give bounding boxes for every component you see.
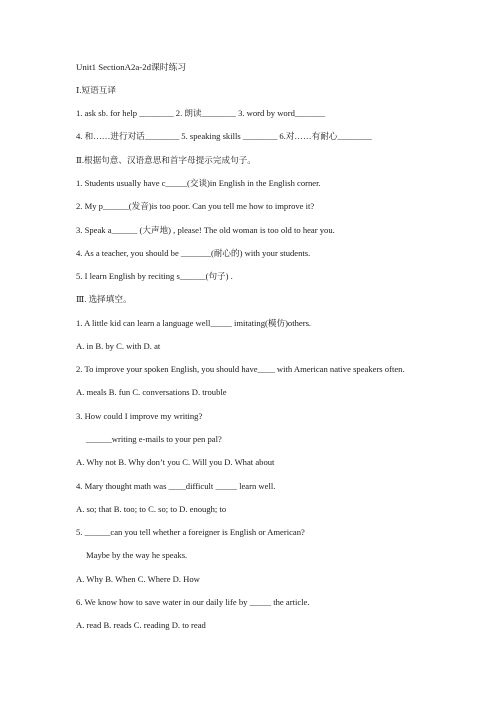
section-2-heading: Ⅱ.根据句意、汉语意思和首字母提示完成句子。	[76, 155, 256, 165]
question-3: 3. How could I improve my writing?	[76, 411, 203, 421]
question-2-options: A. meals B. fun C. conversations D. trouble	[76, 387, 227, 397]
question-4-options: A. so; that B. too; to C. so; to D. enough; to	[76, 504, 227, 514]
sentence-1: 1. Students usually have c_____(交谈)in English in the English corner.	[76, 178, 321, 188]
question-4: 4. Mary thought math was ____difficult _____ learn well.	[76, 481, 276, 491]
question-1-options: A. in B. by C. with D. at	[76, 341, 161, 351]
question-3-options: A. Why not B. Why don’t you C. Will you D. What about	[76, 457, 275, 467]
sentence-3: 3. Speak a______ (大声地) , please! The old woman is too old to hear you.	[76, 225, 335, 235]
phrase-line-2: 4. 和……进行对话________ 5. speaking skills ________ 6.对……有耐心________	[76, 131, 372, 141]
question-6-options: A. read B. reads C. reading D. to read	[76, 620, 206, 630]
sentence-4: 4. As a teacher, you should be _______(耐心的) with your students.	[76, 248, 311, 258]
question-5: 5. ______can you tell whether a foreigner is English or American?	[76, 527, 305, 537]
question-6: 6. We know how to save water in our daily life by _____ the article.	[76, 597, 310, 607]
question-1: 1. A little kid can learn a language well_____ imitating(模仿)others.	[76, 318, 312, 328]
section-3-heading: Ⅲ. 选择填空。	[76, 294, 132, 304]
sentence-2: 2. My p______(发音)is too poor. Can you tell me how to improve it?	[76, 201, 315, 211]
question-5-response: Maybe by the way he speaks.	[86, 550, 188, 560]
question-3-response: ______writing e-mails to your pen pal?	[86, 434, 222, 444]
section-1-heading: Ⅰ.短语互译	[76, 85, 116, 95]
document-title: Unit1 SectionA2a-2d课时练习	[76, 62, 187, 72]
sentence-5: 5. I learn English by reciting s______(句子) .	[76, 271, 233, 281]
phrase-line-1: 1. ask sb. for help ________ 2. 朗读________ 3. word by word_______	[76, 108, 325, 118]
question-2: 2. To improve your spoken English, you should have____ with American native speakers often.	[76, 364, 405, 374]
question-5-options: A. Why B. When C. Where D. How	[76, 574, 200, 584]
